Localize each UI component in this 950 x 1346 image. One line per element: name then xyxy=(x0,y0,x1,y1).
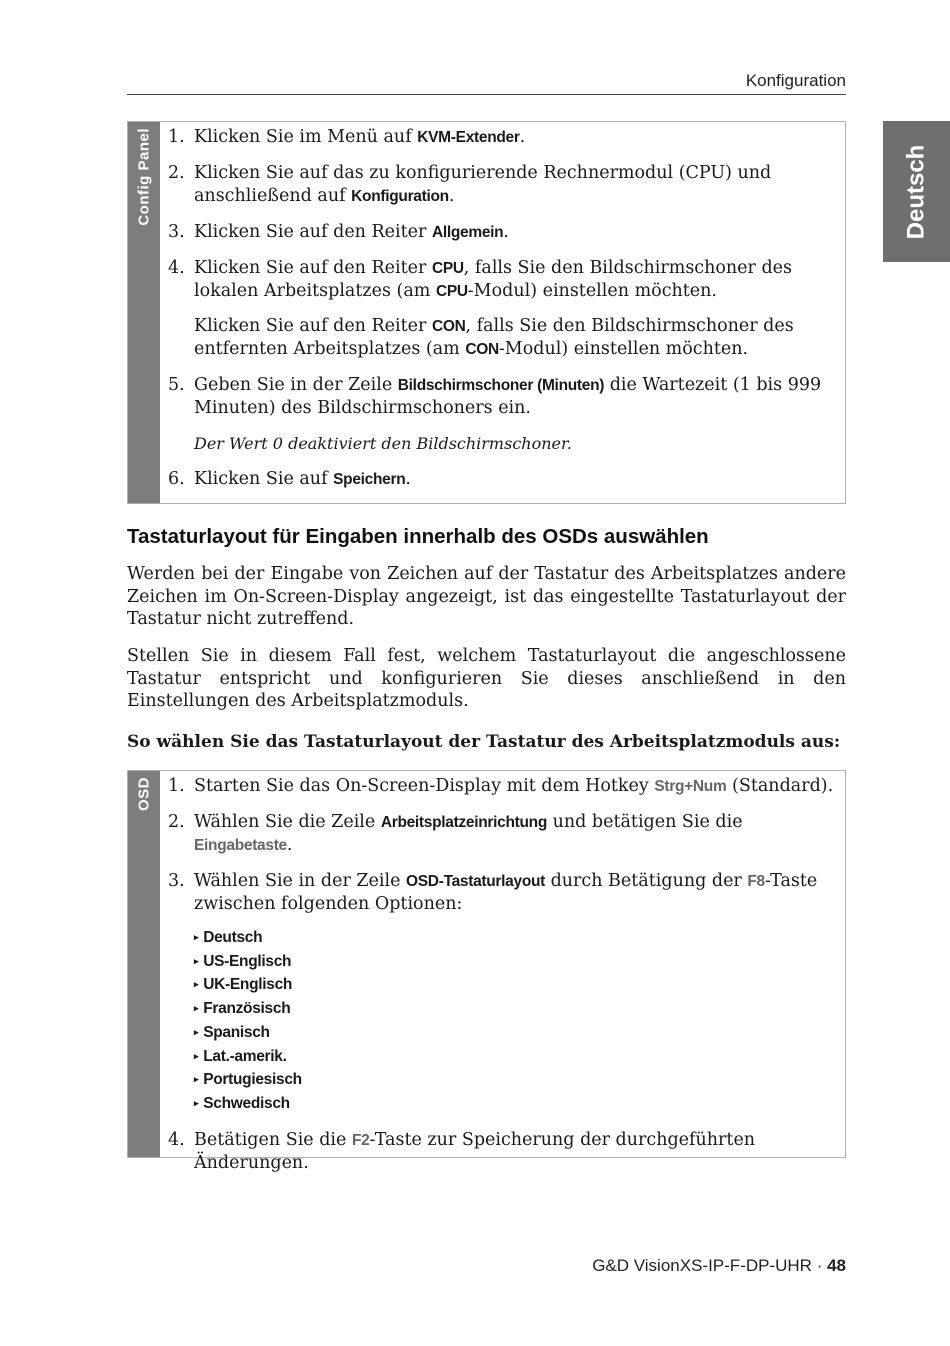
list-item: ▸ Portugiesisch xyxy=(194,1071,302,1089)
triangle-bullet-icon: ▸ xyxy=(194,955,199,966)
triangle-bullet-icon: ▸ xyxy=(194,932,199,942)
list-item: ▸ Deutsch xyxy=(194,929,263,946)
ui-term: CPU xyxy=(431,260,464,277)
osd-panel-steps xyxy=(160,771,845,1183)
config-step-2: 2. Klicken Sie auf das zu konfigurierende Rechnermodul (CPU) und anschließend auf Konfiguration. xyxy=(168,163,772,206)
config-panel-label: Config Panel xyxy=(135,128,153,226)
list-item: ▸ Spanisch xyxy=(194,1023,270,1041)
step-paragraph: Klicken Sie auf den Reiter CPU, falls Sie den Bildschirmschoner des lokalen Arbeitsplatzes (am CPU-Modul) einstellen möchten. xyxy=(194,258,793,301)
language-tab-label: Deutsch xyxy=(902,144,930,239)
triangle-bullet-icon: ▸ xyxy=(194,1074,199,1085)
key-term: F2 xyxy=(351,1131,370,1149)
key-term: Strg+Num xyxy=(654,778,727,795)
triangle-bullet-icon: ▸ xyxy=(194,1026,199,1037)
ui-term: Speichern xyxy=(333,471,406,488)
ui-term: Konfiguration xyxy=(351,188,449,205)
body-paragraph-2: Stellen Sie in diesem Fall fest, welchem Tastaturlayout die angeschlossene Tastatur entspricht und konfigurieren Sie dieses anschließend in den Einstellungen des Arbeitsplatzmoduls. xyxy=(127,646,846,711)
config-step-3: 3. Klicken Sie auf den Reiter Allgemein. xyxy=(168,222,509,242)
list-item: ▸ UK-Englisch xyxy=(194,976,293,994)
instruction-lead: So wählen Sie das Tastaturlayout der Tastatur des Arbeitsplatzmoduls aus: xyxy=(127,732,841,752)
key-term: F8 xyxy=(747,873,765,890)
running-header: Konfiguration xyxy=(745,71,846,90)
ui-term: KVM-Extender xyxy=(417,129,520,146)
triangle-bullet-icon: ▸ xyxy=(194,979,199,990)
osd-step-4: 4. Betätigen Sie die F2-Taste zur Speicherung der durchgeführten Änderungen. xyxy=(168,1129,756,1173)
layout-options-list xyxy=(194,926,839,1116)
triangle-bullet-icon: ▸ xyxy=(194,1050,199,1061)
list-item: ▸ US-Englisch xyxy=(194,952,292,970)
section-heading: Tastaturlayout für Eingaben innerhalb des OSDs auswählen xyxy=(127,525,709,548)
osd-panel-label-bar xyxy=(128,771,160,1157)
footer-product: G&D VisionXS-IP-F-DP-UHR xyxy=(592,1256,812,1275)
ui-term: Arbeitsplatzeinrichtung xyxy=(380,814,548,831)
ui-term: CON xyxy=(431,318,466,335)
ui-term: OSD-Tastaturlayout xyxy=(406,873,546,890)
page-footer: G&D VisionXS-IP-F-DP-UHR · 48 xyxy=(592,1256,846,1275)
body-paragraph-1: Werden bei der Eingabe von Zeichen auf der Tastatur des Arbeitsplatzes andere Zeichen im On-Screen-Display angezeigt, ist das eingestellte Tastaturlayout der Tastatur nicht zutreffend. xyxy=(127,564,846,629)
config-panel-box xyxy=(127,121,846,504)
list-item: ▸ Lat.-amerik. xyxy=(194,1047,287,1065)
triangle-bullet-icon: ▸ xyxy=(194,1003,199,1014)
language-tab xyxy=(883,121,950,262)
osd-step-2: 2. Wählen Sie die Zeile Arbeitsplatzeinrichtung und betätigen Sie die Eingabetaste. xyxy=(168,812,743,855)
ui-term: Bildschirmschoner (Minuten) xyxy=(397,377,605,394)
step-paragraph: Geben Sie in der Zeile Bildschirmschoner (Minuten) die Wartezeit (1 bis 999 Minuten) des Bildschirmschoners ein. xyxy=(194,375,822,418)
osd-step-1: 1. Starten Sie das On-Screen-Display mit dem Hotkey Strg+Num (Standard). xyxy=(168,776,834,796)
ui-term: CON xyxy=(465,341,499,358)
ui-term: CPU xyxy=(435,283,468,300)
step-note: Der Wert 0 deaktiviert den Bildschirmschoner. xyxy=(194,434,572,453)
triangle-bullet-icon: ▸ xyxy=(194,1097,199,1108)
list-item: ▸ Französisch xyxy=(194,1000,291,1018)
config-step-1: 1. Klicken Sie im Menü auf KVM-Extender. xyxy=(168,127,526,147)
osd-panel-box xyxy=(127,770,846,1173)
osd-step-3: 3. Wählen Sie in der Zeile OSD-Tastaturlayout durch Betätigung der F8-Taste zwischen folgenden Optionen: ▸ Deutsch ▸ US-Englisch ▸ UK-Englisch ▸ Französisch ▸ Spanisch ▸ Lat.-amerik. ▸ Portugiesisch ▸ Schwedisch xyxy=(168,870,839,1116)
key-term: Eingabetaste xyxy=(194,837,287,854)
config-panel-label-bar xyxy=(128,122,160,503)
config-step-4: 4. Klicken Sie auf den Reiter CPU, falls Sie den Bildschirmschoner des lokalen Arbeitsplatzes (am CPU-Modul) einstellen möchten. Klicken Sie auf den Reiter CON, falls Sie den Bildschirmschoner des entfernten Arbeitsplatzes (am CON-Modul) einstellen möchten. xyxy=(168,257,839,361)
list-item: ▸ Schwedisch xyxy=(194,1094,290,1112)
config-panel-steps xyxy=(160,122,845,499)
config-step-6: 6. Klicken Sie auf Speichern. xyxy=(168,469,411,489)
header-divider xyxy=(127,94,846,95)
step-paragraph: Klicken Sie auf den Reiter CON, falls Sie den Bildschirmschoner des entfernten Arbeitsplatzes (am CON-Modul) einstellen möchten. xyxy=(194,316,794,359)
osd-panel-label: OSD xyxy=(135,777,153,812)
page-number: 48 xyxy=(827,1256,846,1275)
ui-term: Allgemein xyxy=(431,224,504,241)
config-step-5: 5. Geben Sie in der Zeile Bildschirmschoner (Minuten) die Wartezeit (1 bis 999 Minuten) des Bildschirmschoners ein. Der Wert 0 deaktiviert den Bildschirmschoner. xyxy=(168,374,839,455)
